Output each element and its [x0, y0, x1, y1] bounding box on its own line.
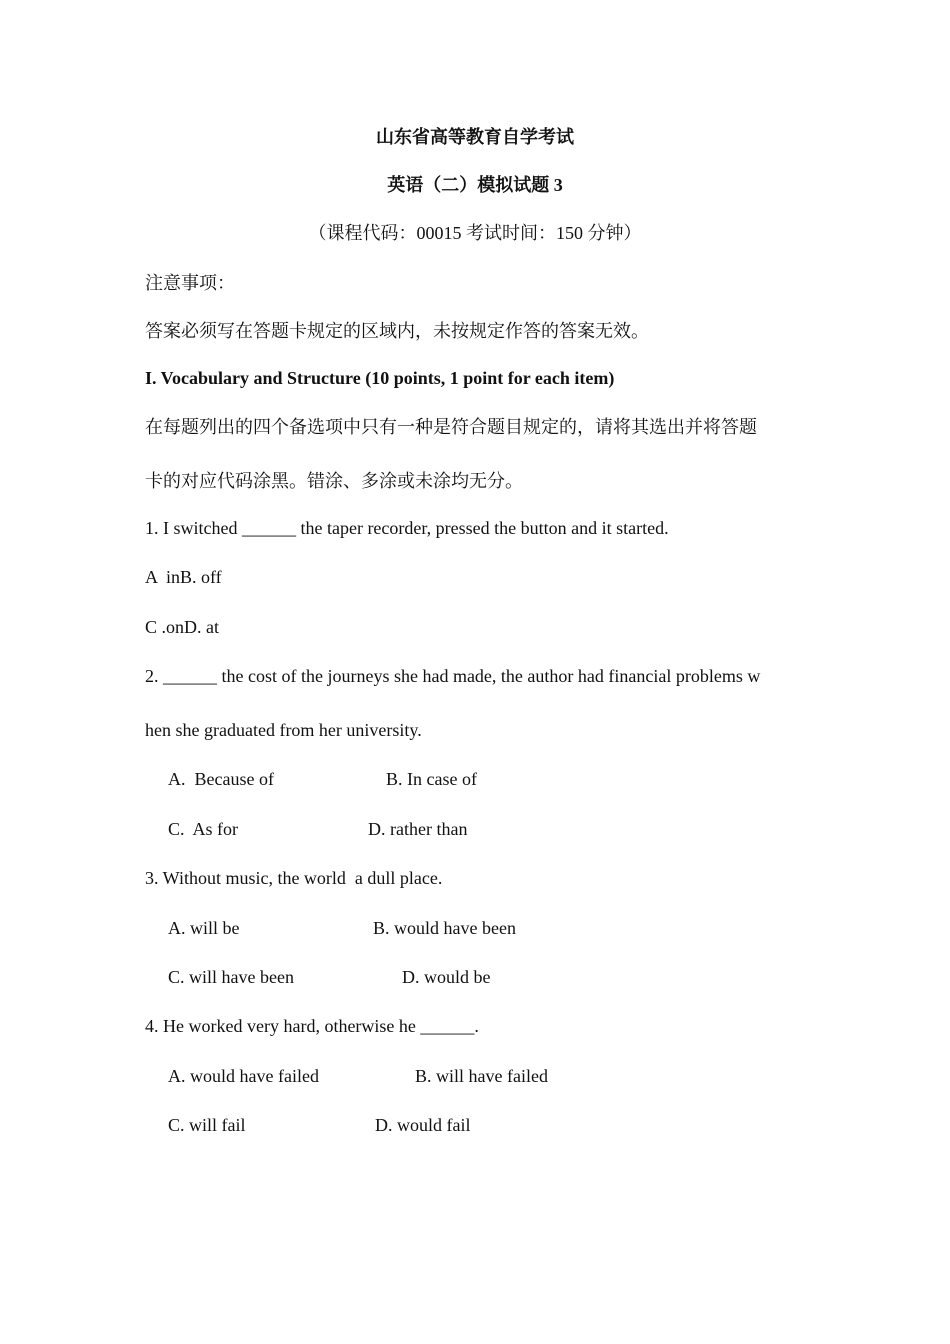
question-2-option-d: D. rather than: [368, 819, 468, 839]
question-3-option-b: B. would have been: [373, 918, 516, 938]
course-info: （课程代码：00015 考试时间：150 分钟）: [308, 223, 642, 243]
question-3-option-c: C. will have been: [168, 967, 294, 987]
question-1-options-row1: A inB. off: [145, 567, 222, 587]
section-instruction-line1: 在每题列出的四个备选项中只有一种是符合题目规定的，请将其选出并将答题: [145, 417, 757, 437]
question-3-option-d: D. would be: [402, 967, 491, 987]
question-4-option-d: D. would fail: [375, 1115, 471, 1135]
question-3-stem: 3. Without music, the world a dull place.: [145, 868, 443, 888]
question-4-option-c: C. will fail: [168, 1115, 246, 1135]
question-2-option-b: B. In case of: [386, 769, 477, 789]
question-1-stem: 1. I switched ______ the taper recorder, pressed the button and it started.: [145, 518, 669, 538]
question-1-options-row2: C .onD. at: [145, 617, 219, 637]
section-heading: I. Vocabulary and Structure (10 points, 1 point for each item): [145, 368, 615, 388]
question-4-option-b: B. will have failed: [415, 1066, 548, 1086]
question-4-option-a: A. would have failed: [168, 1066, 319, 1086]
exam-subtitle: 英语（二）模拟试题 3: [387, 175, 563, 195]
exam-title: 山东省高等教育自学考试: [376, 127, 574, 147]
question-2-option-c: C. As for: [168, 819, 239, 839]
notice-heading: 注意事项：: [145, 273, 235, 293]
question-4-stem: 4. He worked very hard, otherwise he ______.: [145, 1016, 479, 1036]
notice-text: 答案必须写在答题卡规定的区域内，未按规定作答的答案无效。: [145, 321, 649, 341]
question-3-option-a: A. will be: [168, 918, 240, 938]
question-2-stem-line2: hen she graduated from her university.: [145, 720, 422, 740]
section-instruction-line2: 卡的对应代码涂黑。错涂、多涂或未涂均无分。: [145, 471, 523, 491]
question-2-stem-line1: 2. ______ the cost of the journeys she had made, the author had financial problems w: [145, 666, 761, 686]
question-2-option-a: A. Because of: [168, 769, 274, 789]
